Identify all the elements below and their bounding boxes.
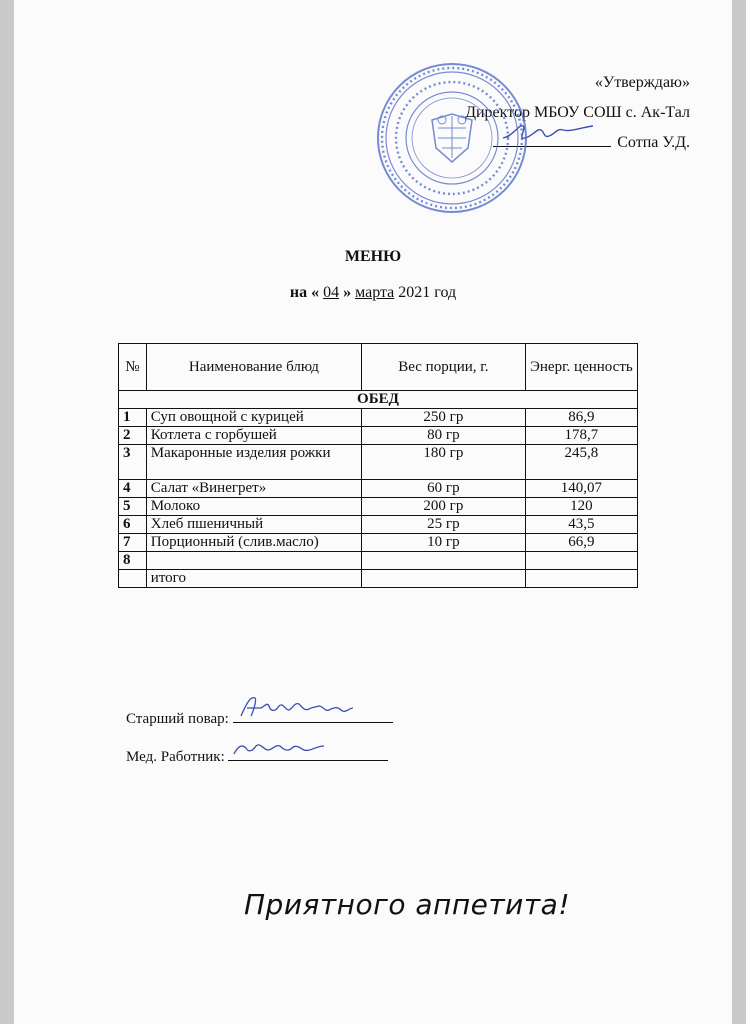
total-label: итого [146,570,361,588]
row-energy: 66,9 [525,534,637,552]
row-number: 6 [119,516,147,534]
official-seal-icon [372,58,532,218]
table-row [119,516,638,534]
cook-signature-row [126,708,393,728]
row-weight: 10 гр [362,534,526,552]
header-dish-name: Наименование блюд [146,344,361,391]
approval-position: Директор МБОУ СОШ с. Ак-Тал [465,104,690,121]
table-row [119,427,638,445]
table-row [119,409,638,427]
section-title: ОБЕД [119,391,638,409]
closing-text: Приятного аппетита! [244,888,571,921]
document-page [14,0,732,1024]
row-number: 3 [119,445,147,480]
table-row [119,480,638,498]
row-number: 8 [119,552,147,570]
row-weight: 200 гр [362,498,526,516]
row-weight: 25 гр [362,516,526,534]
table-row [119,498,638,516]
row-dish-name: Макаронные изделия рожки [146,445,361,480]
cook-signature [233,692,393,722]
row-weight: 250 гр [362,409,526,427]
total-energy [525,570,637,588]
row-number: 1 [119,409,147,427]
med-signature-line [228,746,388,761]
row-number: 7 [119,534,147,552]
document-date [14,284,732,302]
row-energy: 245,8 [525,445,637,480]
approval-title: «Утверждаю» [594,74,690,91]
cook-signature-line [233,708,393,723]
row-energy: 178,7 [525,427,637,445]
cook-label: Старший повар: [126,711,229,727]
row-number: 2 [119,427,147,445]
date-day: 04 [323,284,340,301]
row-dish-name: Котлета с горбушей [146,427,361,445]
row-dish-name: Молоко [146,498,361,516]
row-energy: 140,07 [525,480,637,498]
total-weight [362,570,526,588]
row-number: 4 [119,480,147,498]
row-weight: 60 гр [362,480,526,498]
director-name: Сотпа У.Д. [617,134,690,151]
total-row [119,570,638,588]
row-weight [362,552,526,570]
header-energy: Энерг. ценность [525,344,637,391]
med-signature [228,734,388,760]
row-dish-name [146,552,361,570]
med-signature-row [126,746,388,766]
row-energy: 43,5 [525,516,637,534]
table-header-row [119,344,638,391]
row-dish-name: Суп овощной с курицей [146,409,361,427]
header-weight: Вес порции, г. [362,344,526,391]
row-energy [525,552,637,570]
row-energy: 120 [525,498,637,516]
menu-table [118,343,638,588]
date-prefix: на « [289,284,320,301]
document-title: МЕНЮ [344,248,402,265]
row-weight: 180 гр [362,445,526,480]
table-row [119,445,638,480]
date-mid: » [343,284,352,301]
table-row [119,534,638,552]
row-dish-name: Хлеб пшеничный [146,516,361,534]
section-row [119,391,638,409]
row-weight: 80 гр [362,427,526,445]
row-energy: 86,9 [525,409,637,427]
med-label: Мед. Работник: [126,749,225,765]
row-dish-name: Порционный (слив.масло) [146,534,361,552]
header-number: № [119,344,147,391]
row-number [119,570,147,588]
table-row [119,552,638,570]
date-year: 2021 год [398,284,457,301]
row-number: 5 [119,498,147,516]
date-month: марта [355,284,395,301]
row-dish-name: Салат «Винегрет» [146,480,361,498]
